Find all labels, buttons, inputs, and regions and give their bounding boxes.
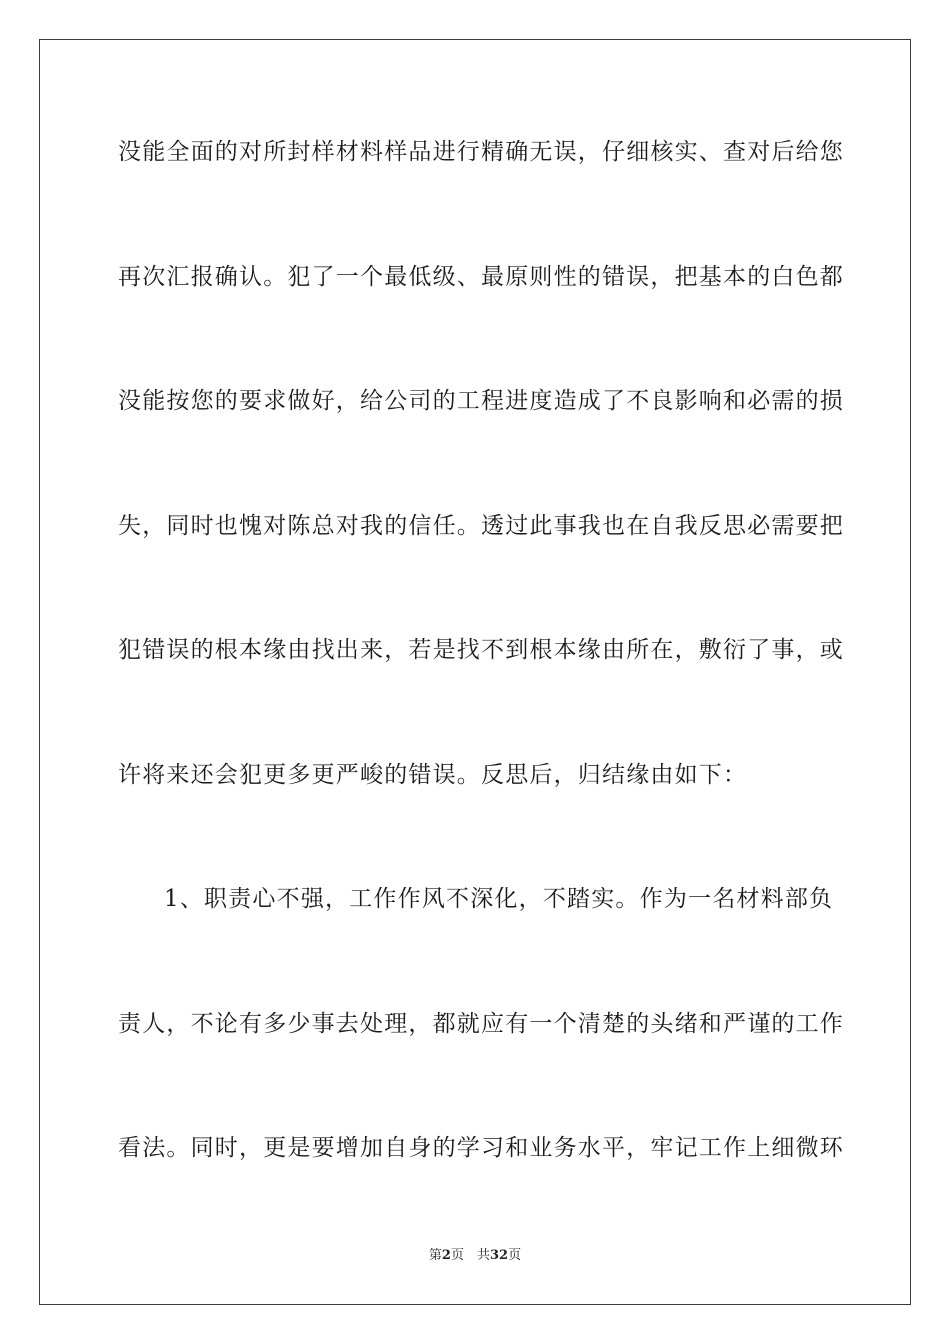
footer-page-mid: 页 共 (450, 1248, 490, 1263)
page-footer (0, 1247, 950, 1265)
body-line-4: 失，同时也愧对陈总对我的信任。透过此事我也在自我反思必需要把 (118, 513, 844, 539)
body-line-1: 没能全面的对所封样材料样品进行精确无误，仔细核实、查对后给您 (118, 139, 844, 165)
footer-page-total: 32 (489, 1248, 509, 1263)
body-line-8: 责人，不论有多少事去处理，都就应有一个清楚的头绪和严谨的工作 (118, 1011, 844, 1037)
body-line-5: 犯错误的根本缘由找出来，若是找不到根本缘由所在，敷衍了事，或 (118, 637, 844, 663)
footer-page-current: 2 (441, 1248, 451, 1263)
footer-page-suffix: 页 (508, 1248, 522, 1263)
footer-page-prefix: 第 (428, 1248, 442, 1263)
body-line-2: 再次汇报确认。犯了一个最低级、最原则性的错误，把基本的白色都 (118, 264, 844, 290)
body-line-7: 1、职责心不强，工作作风不深化，不踏实。作为一名材料部负 (164, 886, 834, 912)
page-border (39, 39, 911, 1305)
body-line-6: 许将来还会犯更多更严峻的错误。反思后，归结缘由如下： (118, 762, 748, 788)
body-line-9: 看法。同时，更是要增加自身的学习和业务水平，牢记工作上细微环 (118, 1135, 844, 1161)
body-line-3: 没能按您的要求做好，给公司的工程进度造成了不良影响和必需的损 (118, 388, 844, 414)
